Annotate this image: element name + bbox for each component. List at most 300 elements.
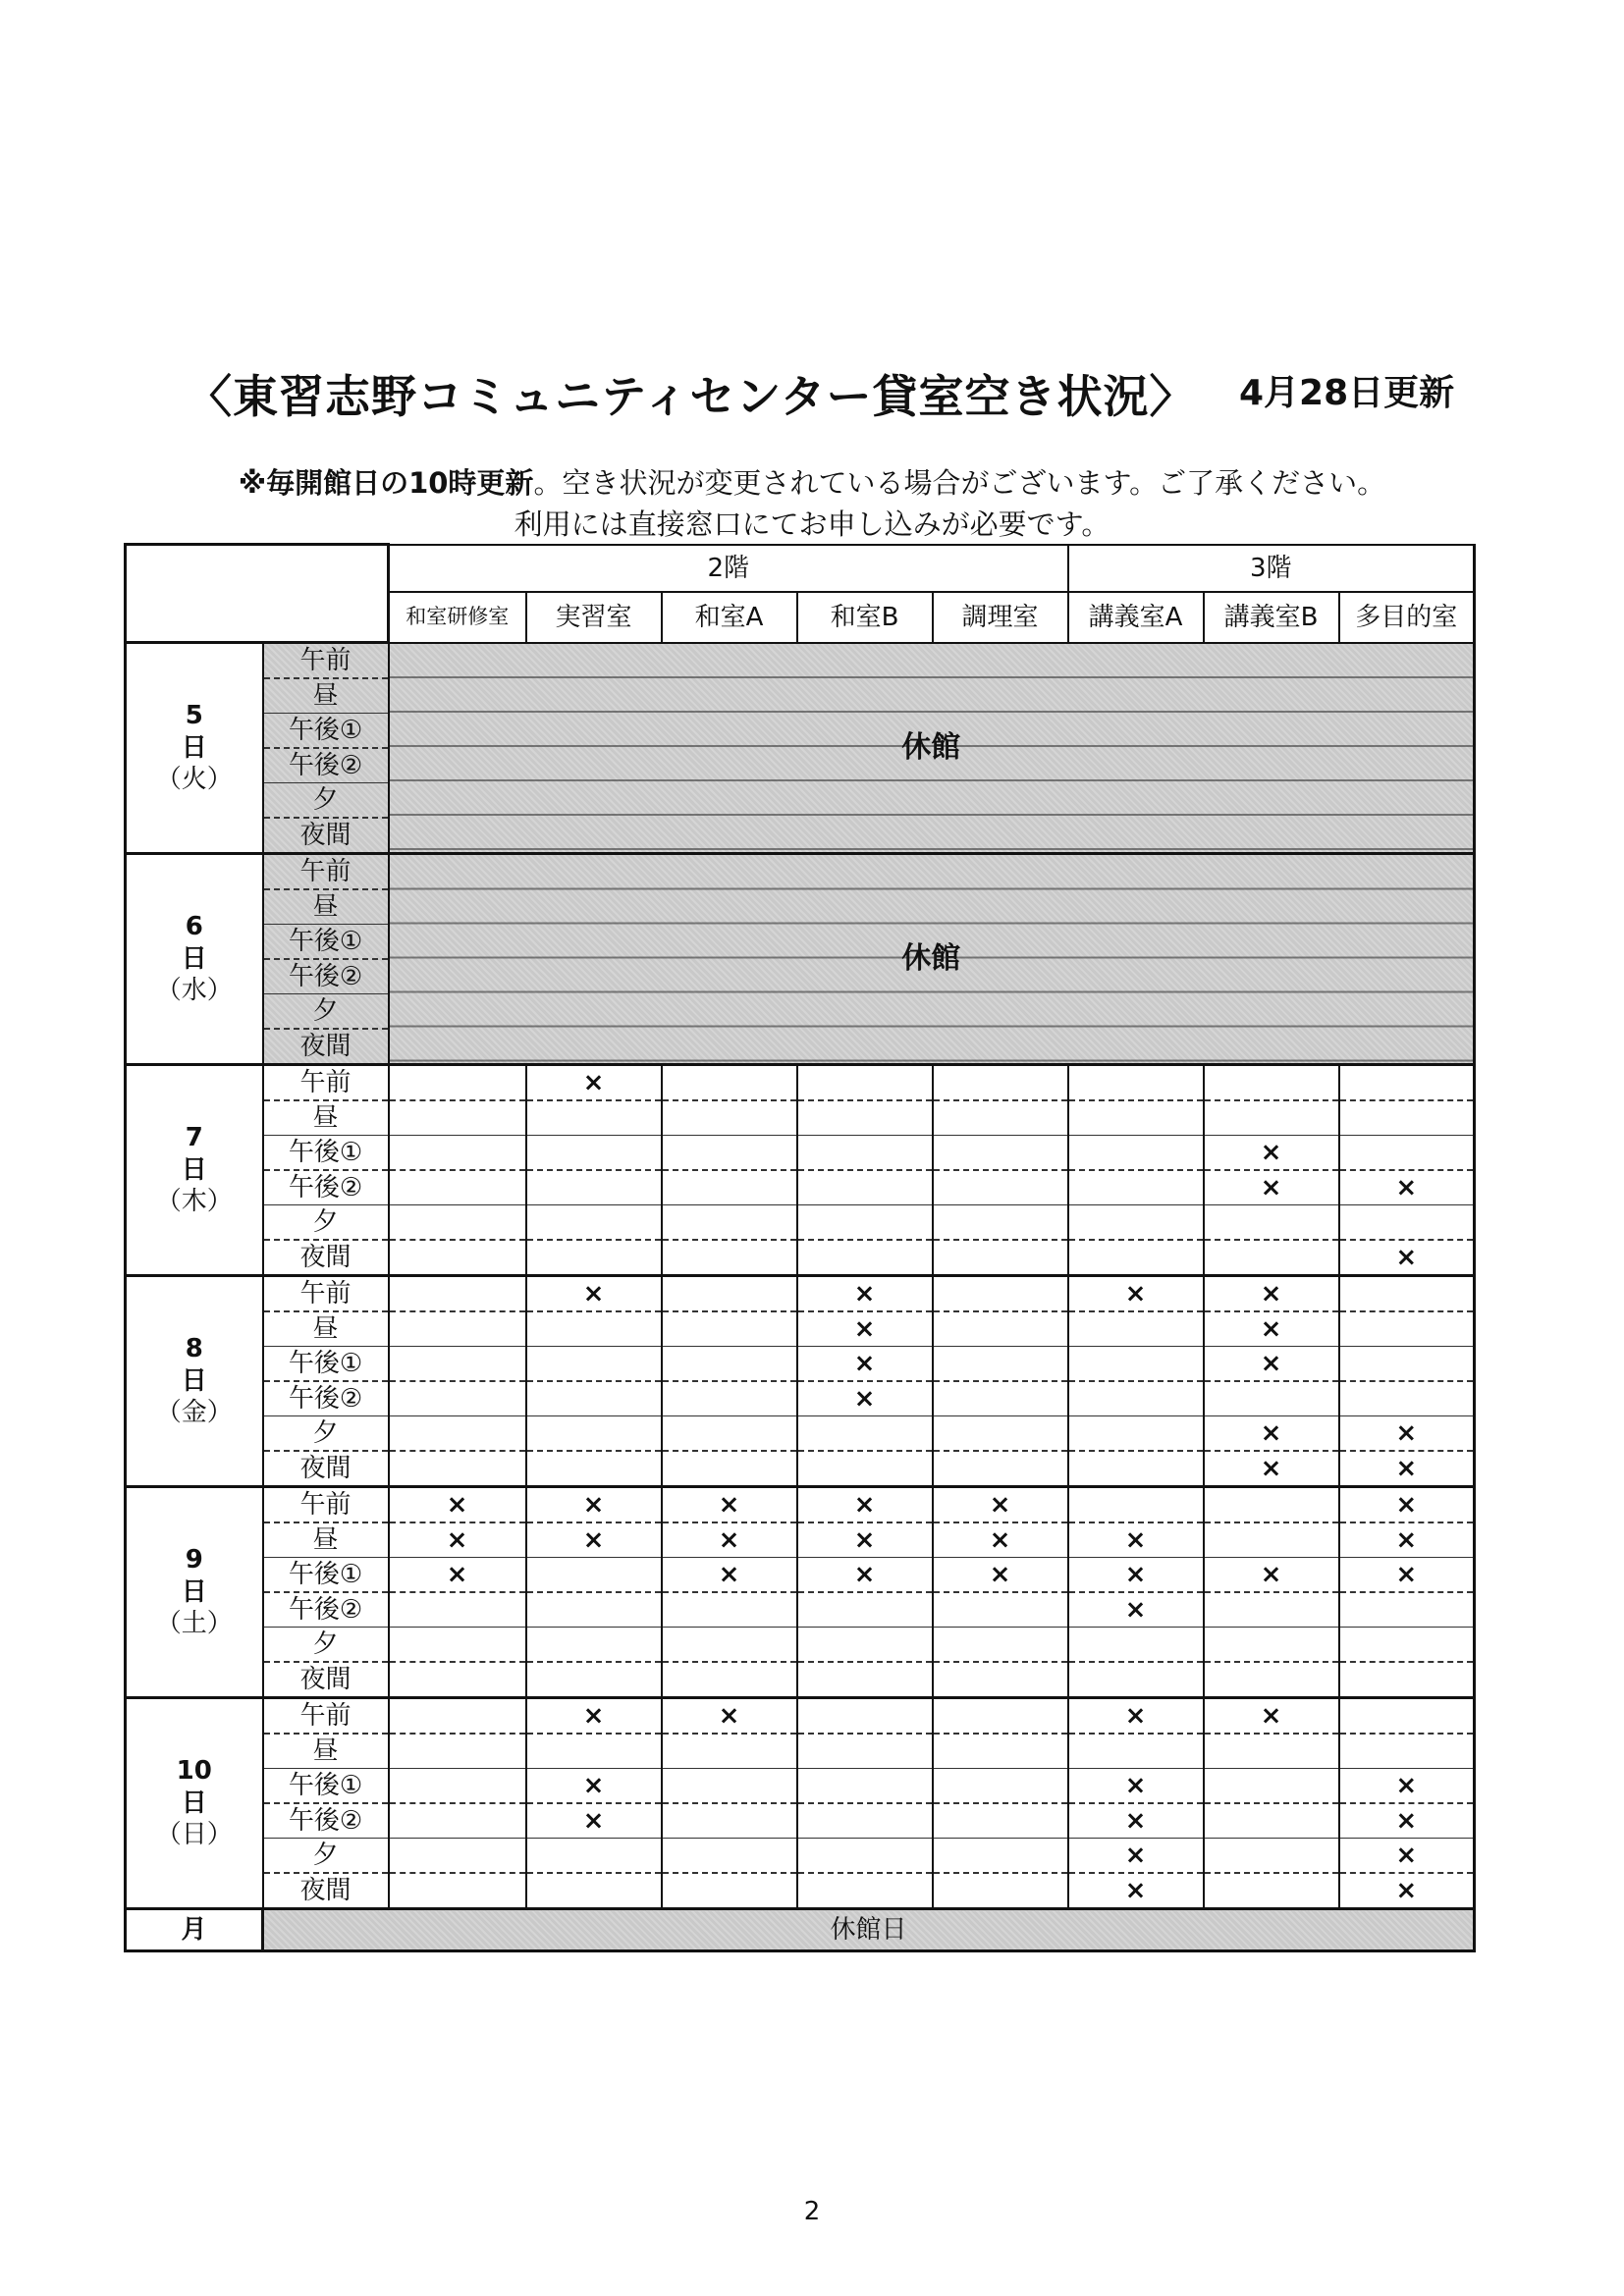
- availability-cell: [1204, 1347, 1339, 1382]
- table-row: [126, 1558, 1475, 1593]
- availability-cell: [526, 1734, 662, 1769]
- table-row: [126, 1416, 1475, 1452]
- availability-cell: [1339, 1734, 1475, 1769]
- slot-label: 午後②: [263, 748, 389, 783]
- unavailable-mark: ×: [446, 1560, 468, 1589]
- availability-cell: [797, 1734, 933, 1769]
- closed-label: 休館: [901, 729, 961, 765]
- availability-cell: [1204, 1451, 1339, 1487]
- availability-cell: [797, 1100, 933, 1136]
- slot-label: 午後①: [263, 1347, 389, 1382]
- availability-cell: [797, 1592, 933, 1628]
- availability-cell: [1068, 1205, 1204, 1241]
- availability-cell: [933, 1416, 1068, 1452]
- availability-cell: [526, 1662, 662, 1698]
- availability-cell: [1339, 1205, 1475, 1241]
- availability-cell: [797, 1662, 933, 1698]
- availability-cell: [1339, 1276, 1475, 1312]
- availability-cell: [1068, 1347, 1204, 1382]
- availability-cell: [1068, 1628, 1204, 1663]
- availability-cell: [1068, 1592, 1204, 1628]
- availability-cell: [389, 1487, 526, 1523]
- availability-cell: [662, 1769, 797, 1804]
- availability-cell: [389, 1873, 526, 1909]
- availability-cell: [1204, 1205, 1339, 1241]
- unavailable-mark: ×: [989, 1490, 1011, 1520]
- room-header: 講義室B: [1204, 592, 1339, 643]
- unavailable-mark: ×: [1395, 1490, 1418, 1520]
- availability-cell: [1339, 1662, 1475, 1698]
- closed-label: 休館: [901, 941, 961, 976]
- availability-cell: [662, 1662, 797, 1698]
- availability-cell: [797, 1769, 933, 1804]
- availability-cell: [933, 1347, 1068, 1382]
- availability-cell: [797, 1276, 933, 1312]
- availability-cell: [1339, 1522, 1475, 1558]
- availability-cell: [526, 1628, 662, 1663]
- availability-cell: [662, 1522, 797, 1558]
- availability-cell: [1204, 1276, 1339, 1312]
- availability-cell: [797, 1487, 933, 1523]
- table-row: [126, 1065, 1475, 1101]
- floor-header: 3階: [1068, 545, 1475, 592]
- slot-label: 夜間: [263, 1240, 389, 1276]
- availability-cell: [662, 1205, 797, 1241]
- availability-cell: [526, 1558, 662, 1593]
- availability-cell: [933, 1734, 1068, 1769]
- table-row: [126, 1803, 1475, 1839]
- slot-label: 夜間: [263, 1662, 389, 1698]
- availability-cell: [1339, 1698, 1475, 1735]
- availability-cell: [1204, 1311, 1339, 1347]
- day-weekday: （金）: [155, 1398, 233, 1428]
- availability-cell: [1068, 1311, 1204, 1347]
- availability-cell: [1204, 1769, 1339, 1804]
- availability-cell: [933, 1205, 1068, 1241]
- availability-cell: [1204, 1136, 1339, 1171]
- slot-label: 午後①: [263, 1558, 389, 1593]
- update-note-rest: 。空き状況が変更されている場合がございます。ご了承ください。: [533, 466, 1386, 500]
- slot-label: 午前: [263, 1276, 389, 1312]
- table-row: [126, 1839, 1475, 1874]
- availability-cell: [797, 1205, 933, 1241]
- unavailable-mark: ×: [718, 1525, 740, 1555]
- unavailable-mark: ×: [582, 1806, 605, 1836]
- availability-cell: [1204, 1839, 1339, 1874]
- availability-cell: [797, 1381, 933, 1416]
- availability-cell: [1204, 1487, 1339, 1523]
- availability-cell: [389, 1100, 526, 1136]
- availability-cell: [389, 1662, 526, 1698]
- availability-cell: [1339, 1839, 1475, 1874]
- unavailable-mark: ×: [1260, 1138, 1282, 1167]
- availability-cell: [797, 1873, 933, 1909]
- availability-cell: [1068, 1698, 1204, 1735]
- unavailable-mark: ×: [1124, 1701, 1147, 1731]
- room-header: 講義室A: [1068, 592, 1204, 643]
- availability-cell: [1339, 1487, 1475, 1523]
- unavailable-mark: ×: [1260, 1314, 1282, 1344]
- page-title: 〈東習志野コミュニティセンター貸室空き状況〉: [187, 370, 1196, 423]
- monday-row: [126, 1909, 1475, 1951]
- unavailable-mark: ×: [1395, 1173, 1418, 1202]
- availability-cell: [526, 1170, 662, 1205]
- update-note-bold: ※毎開館日の10時更新: [238, 466, 534, 500]
- availability-cell: [1204, 1100, 1339, 1136]
- unavailable-mark: ×: [989, 1560, 1011, 1589]
- day-number: 10: [176, 1756, 212, 1787]
- unavailable-mark: ×: [1395, 1454, 1418, 1483]
- availability-cell: [389, 1698, 526, 1735]
- day-number: 5: [185, 701, 203, 731]
- availability-cell: [662, 1803, 797, 1839]
- availability-cell: [933, 1170, 1068, 1205]
- room-header: 調理室: [933, 592, 1068, 643]
- availability-cell: [797, 1522, 933, 1558]
- unavailable-mark: ×: [1395, 1841, 1418, 1870]
- availability-cell: [797, 1170, 933, 1205]
- availability-cell: [526, 1839, 662, 1874]
- slot-label: 午後①: [263, 925, 389, 960]
- day-label: [126, 1698, 263, 1909]
- availability-cell: [1068, 1065, 1204, 1101]
- table-row: [126, 854, 1475, 890]
- availability-cell: [662, 1416, 797, 1452]
- unavailable-mark: ×: [853, 1560, 876, 1589]
- table-row: [126, 1311, 1475, 1347]
- table-row: [126, 1522, 1475, 1558]
- floor-header-row: [126, 545, 1475, 592]
- availability-cell: [1339, 1065, 1475, 1101]
- unavailable-mark: ×: [582, 1279, 605, 1308]
- slot-label: 午後②: [263, 1803, 389, 1839]
- slot-label: 昼: [263, 1734, 389, 1769]
- availability-cell: [389, 1416, 526, 1452]
- availability-cell: [933, 1628, 1068, 1663]
- availability-cell: [389, 1734, 526, 1769]
- unavailable-mark: ×: [1260, 1560, 1282, 1589]
- availability-cell: [1204, 1698, 1339, 1735]
- availability-cell: [933, 1240, 1068, 1276]
- slot-label: 夕: [263, 994, 389, 1030]
- unavailable-mark: ×: [853, 1349, 876, 1378]
- slot-label: 昼: [263, 678, 389, 714]
- unavailable-mark: ×: [1260, 1173, 1282, 1202]
- availability-cell: [1068, 1100, 1204, 1136]
- slot-label: 昼: [263, 889, 389, 925]
- availability-cell: [662, 1839, 797, 1874]
- unavailable-mark: ×: [718, 1490, 740, 1520]
- slot-label: 午後②: [263, 1592, 389, 1628]
- availability-cell: [1204, 1065, 1339, 1101]
- floor-header: 2階: [389, 545, 1068, 592]
- availability-cell: [389, 1205, 526, 1241]
- day-label: [126, 643, 263, 854]
- availability-cell: [933, 1592, 1068, 1628]
- day-unit: 日: [181, 943, 207, 974]
- monday-label: 月: [126, 1909, 263, 1951]
- day-number: 7: [185, 1123, 203, 1153]
- unavailable-mark: ×: [582, 1771, 605, 1800]
- slot-label: 午前: [263, 854, 389, 890]
- availability-cell: [389, 1276, 526, 1312]
- availability-cell: [797, 1240, 933, 1276]
- availability-cell: [933, 1558, 1068, 1593]
- availability-cell: [933, 1065, 1068, 1101]
- table-row: [126, 1170, 1475, 1205]
- availability-cell: [1068, 1558, 1204, 1593]
- availability-cell: [1339, 1170, 1475, 1205]
- availability-cell: [933, 1100, 1068, 1136]
- unavailable-mark: ×: [1124, 1595, 1147, 1625]
- availability-cell: [933, 1451, 1068, 1487]
- availability-cell: [526, 1592, 662, 1628]
- availability-cell: [797, 1065, 933, 1101]
- unavailable-mark: ×: [446, 1490, 468, 1520]
- availability-cell: [1068, 1662, 1204, 1698]
- availability-cell: [526, 1381, 662, 1416]
- availability-cell: [1068, 1522, 1204, 1558]
- availability-cell: [526, 1311, 662, 1347]
- availability-cell: [662, 1065, 797, 1101]
- availability-cell: [1068, 1136, 1204, 1171]
- availability-cell: [662, 1311, 797, 1347]
- unavailable-mark: ×: [1260, 1454, 1282, 1483]
- availability-table: [124, 543, 1476, 1952]
- slot-label: 昼: [263, 1311, 389, 1347]
- availability-cell: [662, 1451, 797, 1487]
- availability-cell: [526, 1205, 662, 1241]
- slot-label: 午後②: [263, 959, 389, 994]
- availability-cell: [389, 1769, 526, 1804]
- availability-cell: [1204, 1522, 1339, 1558]
- table-row: [126, 1100, 1475, 1136]
- availability-cell: [1068, 1240, 1204, 1276]
- availability-cell: [1068, 1769, 1204, 1804]
- day-number: 9: [185, 1545, 203, 1575]
- unavailable-mark: ×: [582, 1490, 605, 1520]
- unavailable-mark: ×: [1395, 1771, 1418, 1800]
- room-header: 和室A: [662, 592, 797, 643]
- availability-cell: [389, 1240, 526, 1276]
- availability-cell: [933, 1873, 1068, 1909]
- day-weekday: （土）: [155, 1609, 233, 1639]
- availability-cell: [1204, 1170, 1339, 1205]
- availability-cell: [662, 1240, 797, 1276]
- closed-cell: [389, 854, 1475, 1065]
- unavailable-mark: ×: [1124, 1841, 1147, 1870]
- availability-cell: [1339, 1769, 1475, 1804]
- day-label: [126, 1487, 263, 1698]
- availability-cell: [662, 1347, 797, 1382]
- availability-cell: [526, 1487, 662, 1523]
- availability-cell: [1339, 1311, 1475, 1347]
- availability-cell: [1204, 1592, 1339, 1628]
- table-row: [126, 1451, 1475, 1487]
- table-row: [126, 643, 1475, 679]
- table-row: [126, 1873, 1475, 1909]
- availability-cell: [933, 1276, 1068, 1312]
- unavailable-mark: ×: [853, 1384, 876, 1414]
- availability-cell: [1339, 1628, 1475, 1663]
- monday-closed-bar: 休館日: [263, 1909, 1475, 1951]
- day-label: [126, 1065, 263, 1276]
- availability-cell: [662, 1628, 797, 1663]
- day-number: 8: [185, 1334, 203, 1364]
- availability-cell: [526, 1276, 662, 1312]
- availability-cell: [389, 1381, 526, 1416]
- availability-cell: [933, 1839, 1068, 1874]
- table-row: [126, 1240, 1475, 1276]
- availability-cell: [1204, 1662, 1339, 1698]
- availability-cell: [933, 1522, 1068, 1558]
- availability-cell: [389, 1628, 526, 1663]
- day-label: [126, 854, 263, 1065]
- room-header: 和室研修室: [389, 592, 526, 643]
- availability-cell: [1068, 1170, 1204, 1205]
- availability-cell: [526, 1803, 662, 1839]
- unavailable-mark: ×: [1395, 1243, 1418, 1272]
- availability-cell: [1339, 1100, 1475, 1136]
- availability-cell: [1339, 1136, 1475, 1171]
- unavailable-mark: ×: [1260, 1701, 1282, 1731]
- unavailable-mark: ×: [718, 1560, 740, 1589]
- table-row: [126, 1662, 1475, 1698]
- slot-label: 夕: [263, 1839, 389, 1874]
- availability-cell: [526, 1451, 662, 1487]
- slot-label: 夕: [263, 1416, 389, 1452]
- unavailable-mark: ×: [1260, 1279, 1282, 1308]
- availability-cell: [526, 1240, 662, 1276]
- updated-date: 4月28日更新: [1239, 373, 1455, 413]
- slot-label: 午後①: [263, 714, 389, 749]
- availability-cell: [526, 1065, 662, 1101]
- unavailable-mark: ×: [1124, 1525, 1147, 1555]
- table-row: [126, 1734, 1475, 1769]
- availability-cell: [1204, 1240, 1339, 1276]
- availability-cell: [933, 1803, 1068, 1839]
- table-row: [126, 1276, 1475, 1312]
- availability-cell: [662, 1558, 797, 1593]
- unavailable-mark: ×: [853, 1314, 876, 1344]
- update-note: [0, 461, 1624, 502]
- slot-label: 午後②: [263, 1381, 389, 1416]
- unavailable-mark: ×: [1124, 1279, 1147, 1308]
- unavailable-mark: ×: [989, 1525, 1011, 1555]
- availability-cell: [1204, 1734, 1339, 1769]
- availability-cell: [933, 1662, 1068, 1698]
- availability-cell: [1339, 1592, 1475, 1628]
- availability-cell: [389, 1803, 526, 1839]
- slot-label: 夕: [263, 783, 389, 819]
- availability-cell: [933, 1311, 1068, 1347]
- slot-label: 昼: [263, 1100, 389, 1136]
- availability-cell: [1068, 1839, 1204, 1874]
- availability-cell: [662, 1381, 797, 1416]
- availability-cell: [797, 1558, 933, 1593]
- unavailable-mark: ×: [582, 1525, 605, 1555]
- availability-cell: [1339, 1873, 1475, 1909]
- day-unit: 日: [181, 1365, 207, 1396]
- availability-cell: [1068, 1451, 1204, 1487]
- availability-cell: [1339, 1347, 1475, 1382]
- availability-cell: [389, 1065, 526, 1101]
- availability-cell: [389, 1136, 526, 1171]
- unavailable-mark: ×: [1395, 1418, 1418, 1448]
- availability-cell: [797, 1347, 933, 1382]
- unavailable-mark: ×: [1260, 1349, 1282, 1378]
- unavailable-mark: ×: [446, 1525, 468, 1555]
- availability-cell: [1339, 1416, 1475, 1452]
- availability-cell: [526, 1416, 662, 1452]
- availability-cell: [1339, 1451, 1475, 1487]
- room-header: 実習室: [526, 592, 662, 643]
- table-row: [126, 1769, 1475, 1804]
- day-unit: 日: [181, 1788, 207, 1818]
- unavailable-mark: ×: [1124, 1771, 1147, 1800]
- availability-cell: [662, 1276, 797, 1312]
- availability-cell: [662, 1734, 797, 1769]
- availability-cell: [1339, 1240, 1475, 1276]
- availability-cell: [797, 1839, 933, 1874]
- availability-cell: [389, 1558, 526, 1593]
- availability-cell: [933, 1136, 1068, 1171]
- unavailable-mark: ×: [853, 1525, 876, 1555]
- availability-cell: [797, 1451, 933, 1487]
- day-label: [126, 1276, 263, 1487]
- availability-cell: [1068, 1803, 1204, 1839]
- availability-cell: [1204, 1873, 1339, 1909]
- table-row: [126, 1592, 1475, 1628]
- availability-cell: [389, 1347, 526, 1382]
- availability-cell: [526, 1522, 662, 1558]
- application-note: 利用には直接窓口にてお申し込みが必要です。: [514, 507, 1110, 541]
- table-row: [126, 1381, 1475, 1416]
- availability-cell: [797, 1416, 933, 1452]
- availability-cell: [526, 1769, 662, 1804]
- corner-cell: [126, 545, 389, 643]
- closed-cell: [389, 643, 1475, 854]
- unavailable-mark: ×: [1260, 1418, 1282, 1448]
- day-weekday: （火）: [155, 765, 233, 795]
- availability-cell: [662, 1170, 797, 1205]
- availability-cell: [1339, 1558, 1475, 1593]
- table-row: [126, 1487, 1475, 1523]
- availability-cell: [389, 1522, 526, 1558]
- availability-cell: [389, 1170, 526, 1205]
- availability-cell: [1068, 1873, 1204, 1909]
- availability-cell: [1204, 1803, 1339, 1839]
- unavailable-mark: ×: [1395, 1525, 1418, 1555]
- slot-label: 午後①: [263, 1136, 389, 1171]
- unavailable-mark: ×: [718, 1701, 740, 1731]
- slot-label: 夜間: [263, 1029, 389, 1065]
- unavailable-mark: ×: [1395, 1876, 1418, 1905]
- room-header: 和室B: [797, 592, 933, 643]
- availability-cell: [1068, 1416, 1204, 1452]
- slot-label: 午前: [263, 1065, 389, 1101]
- availability-cell: [389, 1311, 526, 1347]
- unavailable-mark: ×: [1395, 1560, 1418, 1589]
- slot-label: 午前: [263, 1698, 389, 1735]
- availability-cell: [1339, 1803, 1475, 1839]
- slot-label: 午前: [263, 1487, 389, 1523]
- availability-cell: [797, 1136, 933, 1171]
- availability-cell: [1068, 1487, 1204, 1523]
- day-weekday: （水）: [155, 976, 233, 1006]
- day-unit: 日: [181, 732, 207, 763]
- availability-cell: [526, 1100, 662, 1136]
